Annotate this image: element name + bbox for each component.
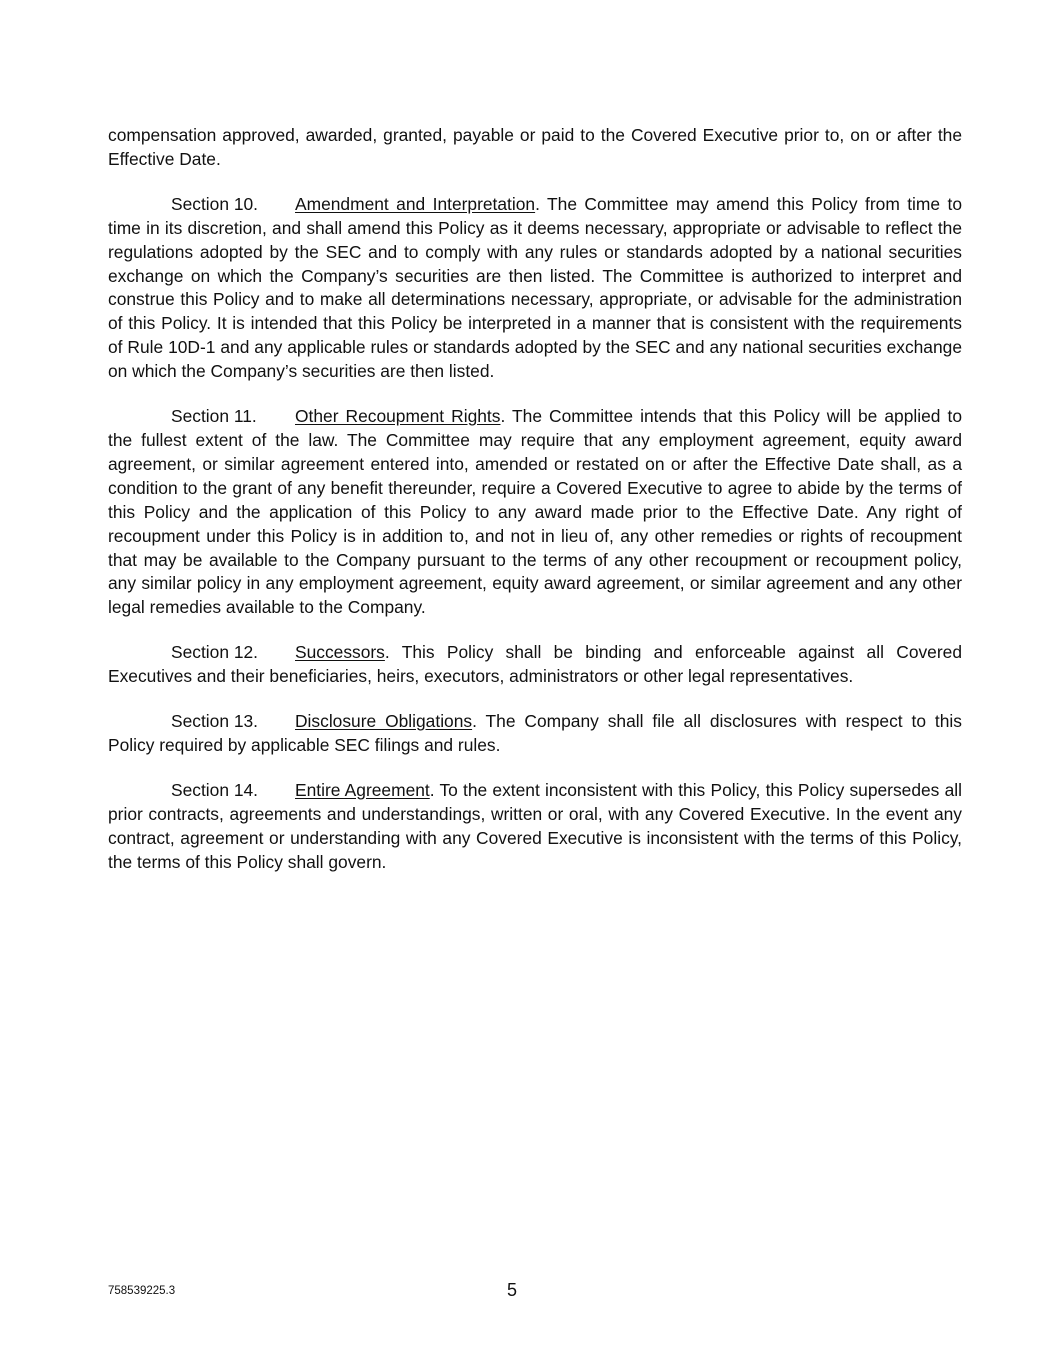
document-page: [108, 124, 962, 895]
section-12-label: Section 12.: [171, 642, 259, 663]
section-14: [108, 779, 962, 875]
section-14-body: . To the extent inconsistent with this Policy, this Policy supersedes all prior contracts, agreements and understandings, written or oral, with any Covered Executive. In the event any contract, agreement or understanding with any Covered Executive is inconsistent with the terms of this Policy, the terms of this Policy shall govern.: [108, 779, 962, 872]
section-13: [108, 710, 962, 758]
section-11-heading: Other Recoupment Rights: [295, 406, 501, 427]
page-number: 5: [506, 1280, 517, 1300]
section-10-label: Section 10.: [171, 193, 259, 214]
section-13-label: Section 13.: [171, 711, 259, 732]
document-id: 758539225.3: [108, 1285, 176, 1297]
section-12-body: . This Policy shall be binding and enforceable against all Covered Executives and their beneficiaries, heirs, executors, administrators or other legal representatives.: [108, 642, 962, 687]
section-14-heading: Entire Agreement: [295, 779, 430, 800]
section-13-heading: Disclosure Obligations: [295, 711, 473, 732]
section-10: [108, 193, 962, 384]
section-11-body: . The Committee intends that this Policy will be applied to the fullest extent of the law. The Committee may require that any employment agreement, equity award agreement, or similar agreement entered into, amended or restated on or after the Effective Date shall, as a condition to the grant of any benefit thereunder, require a Covered Executive to agree to abide by the terms of this Policy and the application of this Policy to any award made prior to the Effective Date. Any right of recoupment under this Policy is in addition to, and not in lieu of, any other remedies or rights of recoupment that may be available to the Company pursuant to the terms of any other recoupment or recoupment policy, any similar policy in any employment agreement, equity award agreement, or similar agreement and any other legal remedies available to the Company.: [108, 406, 962, 618]
section-10-body: . The Committee may amend this Policy from time to time in its discretion, and shall amend this Policy as it deems necessary, appropriate or advisable to reflect the regulations adopted by the SEC and to comply with any rules or standards adopted by a national securities exchange on which the Company’s securities are then listed. The Committee is authorized to interpret and construe this Policy and to make all determinations necessary, appropriate, or advisable for the administration of this Policy. It is intended that this Policy be interpreted in a manner that is consistent with the requirements of Rule 10D-1 and any applicable rules or standards adopted by the SEC and any national securities exchange on which the Company’s securities are then listed.: [108, 193, 962, 382]
section-12: [108, 641, 962, 689]
section-12-heading: Successors: [295, 642, 385, 663]
section-13-body: . The Company shall file all disclosures with respect to this Policy required by applicable SEC filings and rules.: [108, 711, 962, 755]
section-11: [108, 405, 962, 620]
section-10-heading: Amendment and Interpretation: [295, 193, 536, 214]
intro-paragraph: compensation approved, awarded, granted, payable or paid to the Covered Executive prior to, on or after the Effective Date.: [108, 125, 962, 169]
section-14-label: Section 14.: [171, 779, 259, 800]
section-11-label: Section 11.: [171, 406, 257, 427]
